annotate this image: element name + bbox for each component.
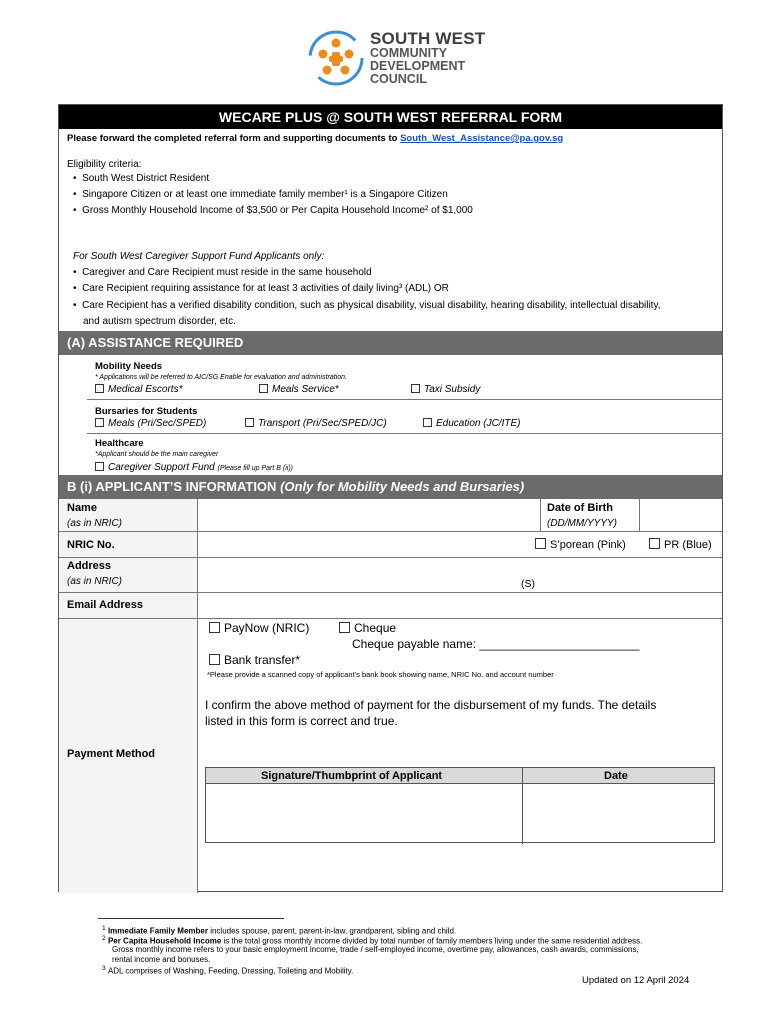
option-medical-escorts[interactable]: Medical Escorts* [95, 384, 182, 395]
referral-form [58, 104, 723, 892]
section-b-header: B (i) APPLICANT’S INFORMATION (Only for Mobility Needs and Bursaries) [59, 475, 722, 499]
option-pr[interactable]: PR (Blue) [649, 538, 712, 551]
healthcare-heading: Healthcare [95, 438, 144, 449]
healthcare-note: *Applicant should be the main caregiver [95, 451, 219, 458]
eligibility-item: • Gross Monthly Household Income of $3,500 or Per Capita Household Income² of $1,000 [73, 205, 473, 216]
section-a-header: (A) ASSISTANCE REQUIRED [59, 331, 722, 355]
eligibility-item: • Singapore Citizen or at least one immediate family member¹ is a Singapore Citizen [73, 189, 448, 200]
address-label: Address [67, 560, 112, 572]
checkbox[interactable] [339, 622, 350, 633]
nric-field[interactable] [198, 532, 528, 557]
caregiver-item: • Care Recipient requiring assistance for at least 3 activities of daily living³ (ADL) OR [73, 283, 449, 294]
bank-transfer-note: *Please provide a scanned copy of applicant’s bank book showing name, NRIC No. and account number [207, 670, 554, 679]
name-label: Name [67, 502, 97, 514]
signature-table [205, 767, 715, 843]
checkbox[interactable] [95, 418, 104, 427]
checkbox[interactable] [535, 538, 546, 549]
address-field[interactable] [198, 558, 723, 592]
option-meals-service[interactable]: Meals Service* [259, 384, 339, 395]
confirmation-line-2: listed in this form is correct and true. [205, 714, 398, 728]
postal-prefix: (S) [521, 578, 535, 590]
caregiver-item-cont: and autism spectrum disorder, etc. [83, 316, 236, 327]
option-cheque[interactable]: Cheque [339, 621, 396, 635]
forward-instruction: Please forward the completed referral form and supporting documents to South_West_Assistance@pa.gov.sg [67, 133, 564, 144]
checkbox[interactable] [209, 654, 220, 665]
divider [87, 433, 723, 434]
bursaries-heading: Bursaries for Students [95, 406, 198, 417]
signature-field[interactable] [206, 785, 522, 843]
updated-date: Updated on 12 April 2024 [582, 975, 690, 986]
dob-field[interactable] [640, 500, 722, 531]
footnote-2-line-2: Gross monthly income refers to your basic employment income, trade / self-employed income, overtime pay, allowances, cash awards, commissions, [112, 945, 639, 954]
signature-header: Signature/Thumbprint of Applicant [261, 770, 443, 782]
checkbox[interactable] [245, 418, 254, 427]
label-column [59, 499, 197, 893]
option-taxi-subsidy[interactable]: Taxi Subsidy [411, 384, 480, 395]
name-field[interactable] [198, 500, 540, 531]
option-bursary-meals[interactable]: Meals (Pri/Sec/SPED) [95, 418, 206, 429]
mobility-heading: Mobility Needs [95, 361, 163, 372]
nric-label: NRIC No. [67, 539, 115, 551]
footnote-2: $^2$ Per Capita Household Income is the total gross monthly income divided by total number of family members living under the same residential address. [102, 935, 643, 946]
email-field[interactable] [198, 593, 723, 618]
footnote-2-line-3: rental income and bonuses. [112, 955, 211, 964]
forward-email-link[interactable]: South_West_Assistance@pa.gov.sg [400, 133, 564, 144]
caregiver-heading: For South West Caregiver Support Fund Applicants only: [73, 251, 325, 262]
footnote-1: $^1$ Immediate Family Member includes spouse, parent, parent-in-law, grandparent, sibling and child. [102, 925, 457, 936]
checkbox[interactable] [411, 384, 420, 393]
option-paynow[interactable]: PayNow (NRIC) [209, 621, 309, 635]
checkbox[interactable] [423, 418, 432, 427]
footnote-3: $^3$ ADL comprises of Washing, Feeding, Dressing, Toileting and Mobility. [102, 965, 354, 976]
divider [87, 399, 723, 400]
divider [540, 499, 541, 531]
payment-method-label: Payment Method [67, 748, 156, 760]
checkbox[interactable] [259, 384, 268, 393]
mobility-note: * Applications will be referred to AIC/SG Enable for evaluation and administration. [95, 374, 348, 381]
checkbox[interactable] [95, 462, 104, 471]
checkbox[interactable] [209, 622, 220, 633]
option-sporean[interactable]: S’porean (Pink) [535, 538, 626, 551]
dob-label: Date of Birth [547, 502, 613, 514]
footnote-rule [98, 918, 284, 919]
divider [59, 618, 722, 619]
checkbox[interactable] [95, 384, 104, 393]
name-sub: (as in NRIC) [67, 518, 123, 529]
date-header: Date [604, 770, 628, 782]
email-label: Email Address [67, 599, 144, 611]
logo-line-2: COMMUNITY [370, 46, 448, 60]
caregiver-item: • Caregiver and Care Recipient must reside in the same household [73, 267, 372, 278]
address-sub: (as in NRIC) [67, 576, 123, 587]
checkbox[interactable] [649, 538, 660, 549]
sw-cdc-logo [308, 28, 508, 86]
option-bank-transfer[interactable]: Bank transfer* [209, 653, 300, 667]
sw-cdc-logo-icon [308, 30, 364, 86]
caregiver-item: • Care Recipient has a verified disability condition, such as physical disability, visual disability, hearing disability, intellectual disability, [73, 300, 661, 311]
signature-date-field[interactable] [523, 785, 715, 843]
eligibility-item: • South West District Resident [73, 173, 210, 184]
option-bursary-transport[interactable]: Transport (Pri/Sec/SPED/JC) [245, 418, 387, 429]
logo-line-4: COUNCIL [370, 72, 427, 86]
logo-line-1: SOUTH WEST [370, 29, 486, 48]
cheque-payable-name[interactable]: Cheque payable name: ________________________ [352, 637, 640, 651]
eligibility-heading: Eligibility criteria: [67, 159, 142, 170]
confirmation-line-1: I confirm the above method of payment for the disbursement of my funds. The details [205, 698, 657, 712]
form-title: WECARE PLUS @ SOUTH WEST REFERRAL FORM [59, 105, 722, 129]
option-bursary-education[interactable]: Education (JC/ITE) [423, 418, 520, 429]
dob-sub: (DD/MM/YYYY) [547, 518, 617, 529]
option-caregiver-support-fund[interactable]: Caregiver Support Fund (Please fill up Part B (ii)) [95, 462, 293, 473]
logo-line-3: DEVELOPMENT [370, 59, 466, 73]
